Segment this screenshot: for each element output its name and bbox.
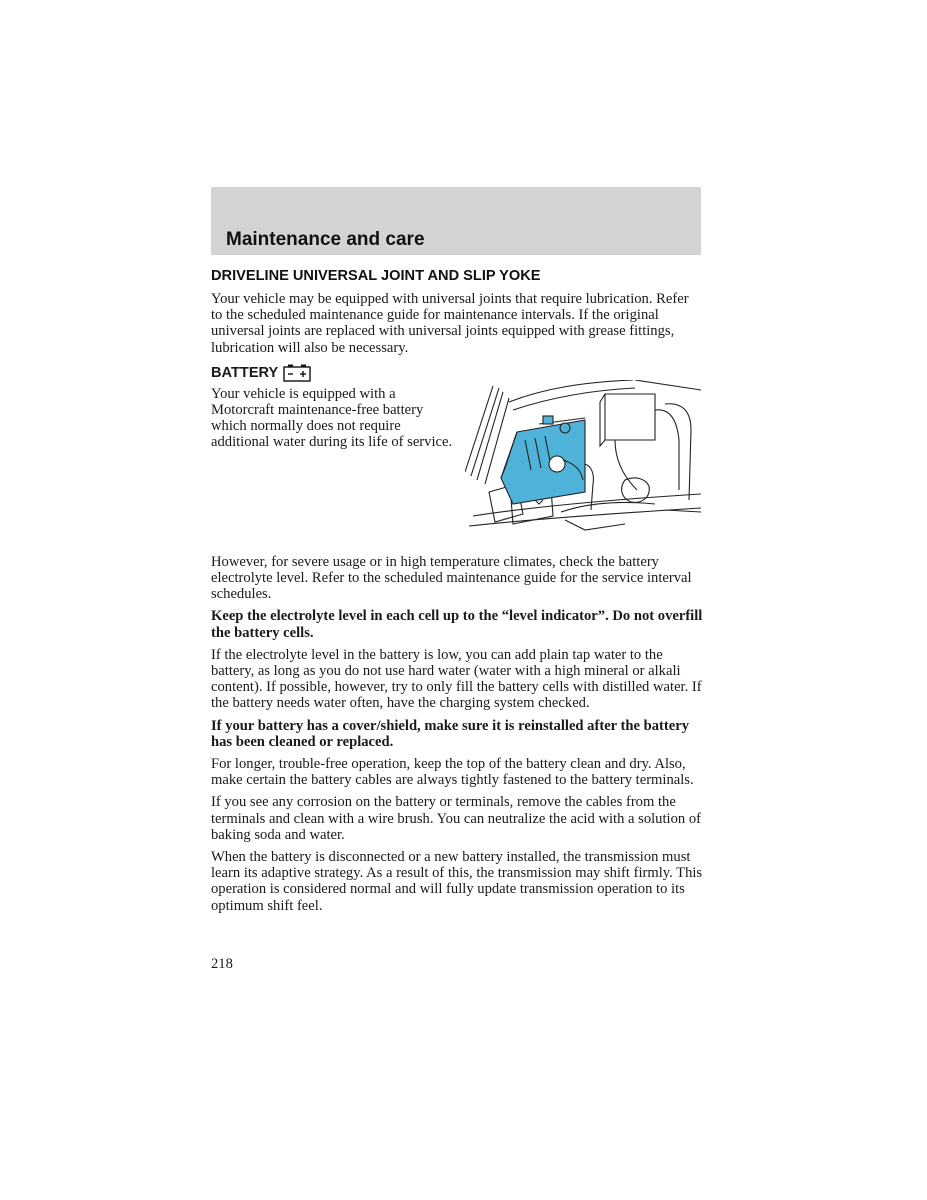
page-number: 218 [211,956,233,972]
battery-paragraph-3: For longer, trouble-free operation, keep the top of the battery clean and dry. Also, make certain the battery cables are always tightly fastened to the battery terminals. [211,756,694,789]
battery-intro-block [211,386,703,554]
battery-paragraph-4: If you see any corrosion on the battery or terminals, remove the cables from the terminals and clean with a wire brush. You can neutralize the acid with a solution of baking soda and water. [211,794,701,843]
driveline-paragraph: Your vehicle may be equipped with universal joints that require lubrication. Refer to the scheduled maintenance guide for maintenance intervals. If the original universal joints are replaced with universal joints equipped with grease fittings, lubrication will also be necessary. [211,291,689,356]
battery-heading: BATTERY [211,364,279,381]
section-header-band [211,187,701,255]
battery-intro: Your vehicle is equipped with a Motorcraft maintenance-free battery which normally does not require additional water during its life of service. [211,385,453,451]
driveline-heading: DRIVELINE UNIVERSAL JOINT AND SLIP YOKE [211,268,541,284]
battery-paragraph-5: When the battery is disconnected or a new battery installed, the transmission must learn its adaptive strategy. As a result of this, the transmission may shift firmly. This operation is considered normal and will fully update transmission operation to its optimum shift feel. [211,849,703,914]
battery-paragraph-2: If the electrolyte level in the battery is low, you can add plain tap water to the battery, as long as you do not use hard water (water with a high mineral or alkali content). If possible, however, try to only fill the battery cells with distilled water. If the battery needs water often, have the charging system checked. [211,646,702,712]
page-content [211,268,703,920]
battery-paragraph-1: However, for severe usage or in high temperature climates, check the battery electrolyte level. Refer to the scheduled maintenance guide for the service interval schedules. [211,553,692,603]
engine-bay-illustration [465,380,701,542]
battery-warning-2: If your battery has a cover/shield, make sure it is reinstalled after the battery has been cleaned or replaced. [211,717,690,750]
battery-icon [283,364,311,382]
battery-warning-1: Keep the electrolyte level in each cell up to the “level indicator”. Do not overfill the battery cells. [211,608,703,641]
section-title: Maintenance and care [226,229,425,250]
